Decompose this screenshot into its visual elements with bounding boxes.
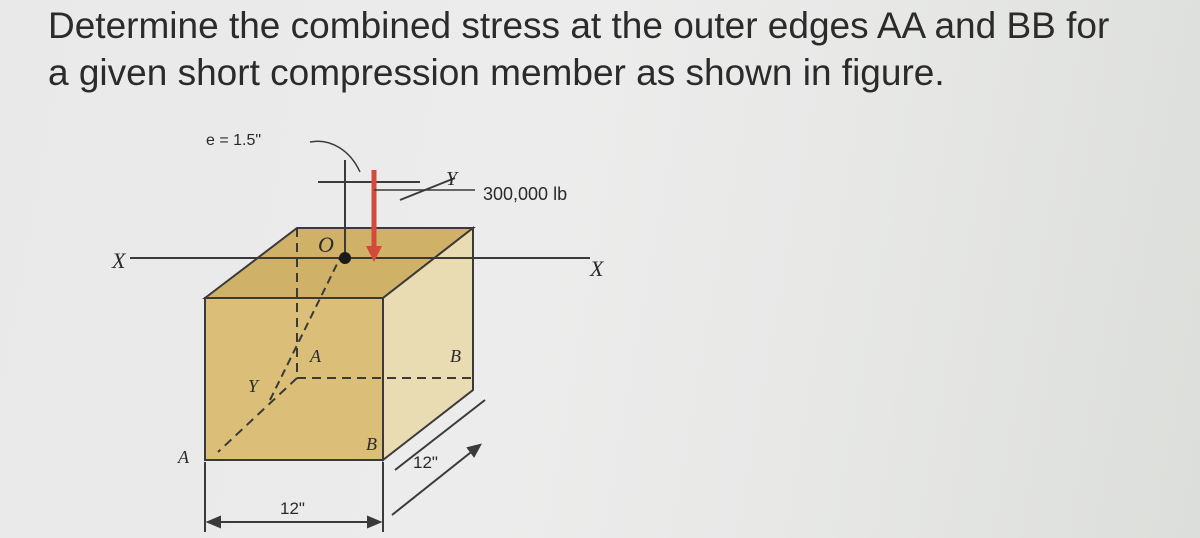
edge-a-front-label: A xyxy=(178,447,189,467)
box-front-face xyxy=(205,298,383,460)
x-axis-left-label: X xyxy=(112,248,126,273)
load-label: 300,000 lb xyxy=(483,184,568,204)
x-axis-right-label: X xyxy=(590,256,604,281)
edge-b-front-label: B xyxy=(366,434,377,454)
edge-b-back-label: B xyxy=(450,346,461,366)
width-dimension-label: 12" xyxy=(280,499,305,518)
problem-line-1: Determine the combined stress at the outer edges AA and BB for xyxy=(48,5,1110,46)
eccentricity-leader xyxy=(310,141,360,172)
y-axis-bottom-label: Y xyxy=(248,376,259,396)
origin-label: O xyxy=(318,232,334,257)
edge-a-back-label: A xyxy=(310,346,321,366)
origin-point xyxy=(339,252,351,264)
eccentricity-label: e = 1.5" xyxy=(206,132,262,149)
problem-line-2: a given short compression member as shown in figure. xyxy=(48,52,945,93)
depth-dimension-label: 12" xyxy=(413,453,438,472)
y-axis-top-label: Y xyxy=(446,168,458,190)
width-dimension xyxy=(205,462,383,532)
